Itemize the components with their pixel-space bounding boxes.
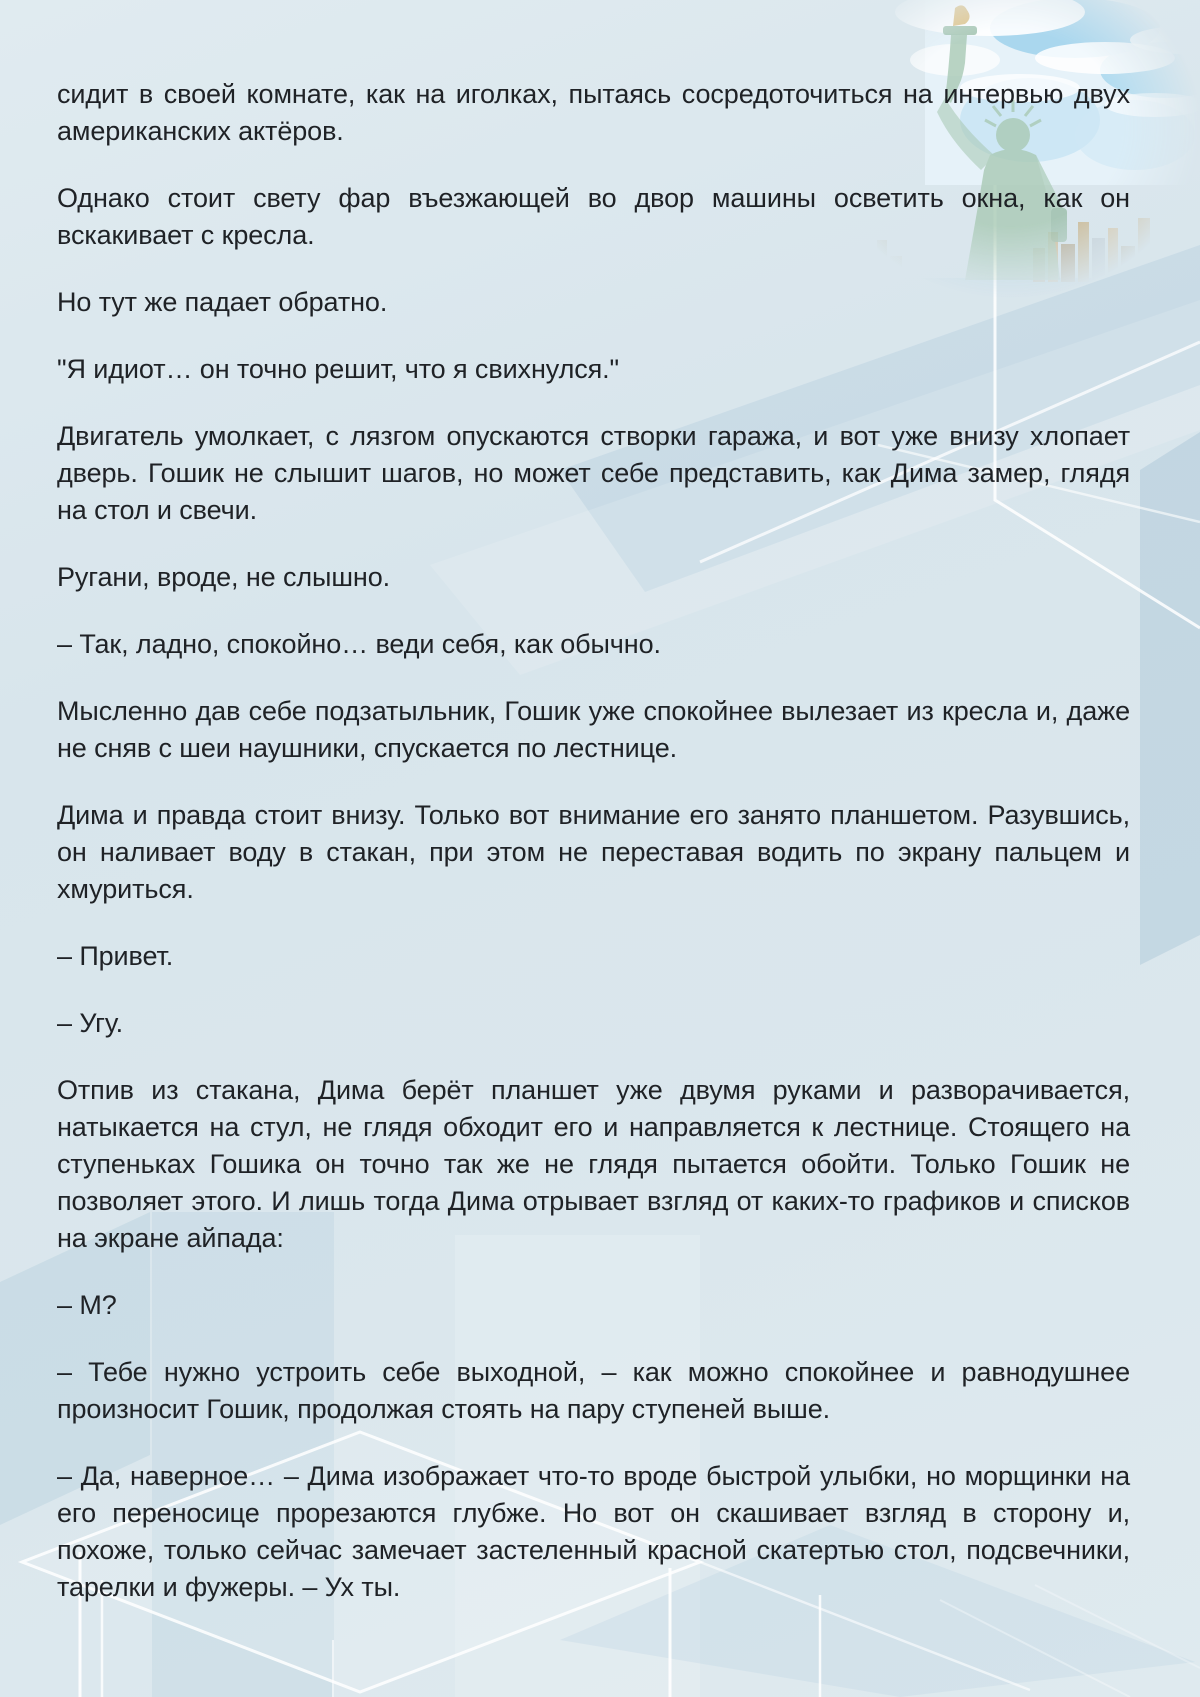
story-paragraph: – Угу. [57,1008,124,1038]
story-paragraph: сидит в своей комнате, как на иголках, пытаясь сосредоточиться на интервью двух американских актёров. [57,79,1130,146]
story-paragraph: – Да, наверное… – Дима изображает что-то вроде быстрой улыбки, но морщинки на его переносице прорезаются глубже. Но вот он скашивает взгляд в сторону и, похоже, только сейчас замечает застеленный красной скатертью стол, подсвечники, тарелки и фужеры. – Ух ты. [57,1461,1130,1602]
story-paragraph: Отпив из стакана, Дима берёт планшет уже двумя руками и разворачивается, натыкается на стул, не глядя обходит его и направляется к лестнице. Стоящего на ступеньках Гошика он точно так же не глядя пытается обойти. Только Гошик не позволяет этого. И лишь тогда Дима отрывает взгляд от каких-то графиков и списков на экране айпада: [57,1075,1130,1253]
story-paragraph: Однако стоит свету фар въезжающей во двор машины осветить окна, как он вскакивает с кресла. [57,183,1130,250]
story-paragraph: – М? [57,1290,117,1320]
story-paragraph: Дима и правда стоит внизу. Только вот внимание его занято планшетом. Разувшись, он наливает воду в стакан, при этом не переставая водить по экрану пальцем и хмуриться. [57,800,1130,904]
story-text [57,76,1130,1606]
story-paragraph: – Привет. [57,941,174,971]
bg-strip-right [1140,432,1200,965]
story-paragraph: – Тебе нужно устроить себе выходной, – как можно спокойнее и равнодушнее произносит Гошик, продолжая стоять на пару ступеней выше. [57,1357,1130,1424]
story-paragraph: Двигатель умолкает, с лязгом опускаются створки гаража, и вот уже внизу хлопает дверь. Гошик не слышит шагов, но может себе представить, как Дима замер, глядя на стол и свечи. [57,421,1130,525]
story-paragraph: "Я идиот… он точно решит, что я свихнулся." [57,354,620,384]
story-paragraph: – Так, ладно, спокойно… веди себя, как обычно. [57,629,661,659]
story-paragraph: Но тут же падает обратно. [57,287,388,317]
story-paragraph: Мысленно дав себе подзатыльник, Гошик уже спокойнее вылезает из кресла и, даже не сняв с шеи наушники, спускается по лестнице. [57,696,1130,763]
story-paragraph: Ругани, вроде, не слышно. [57,562,391,592]
